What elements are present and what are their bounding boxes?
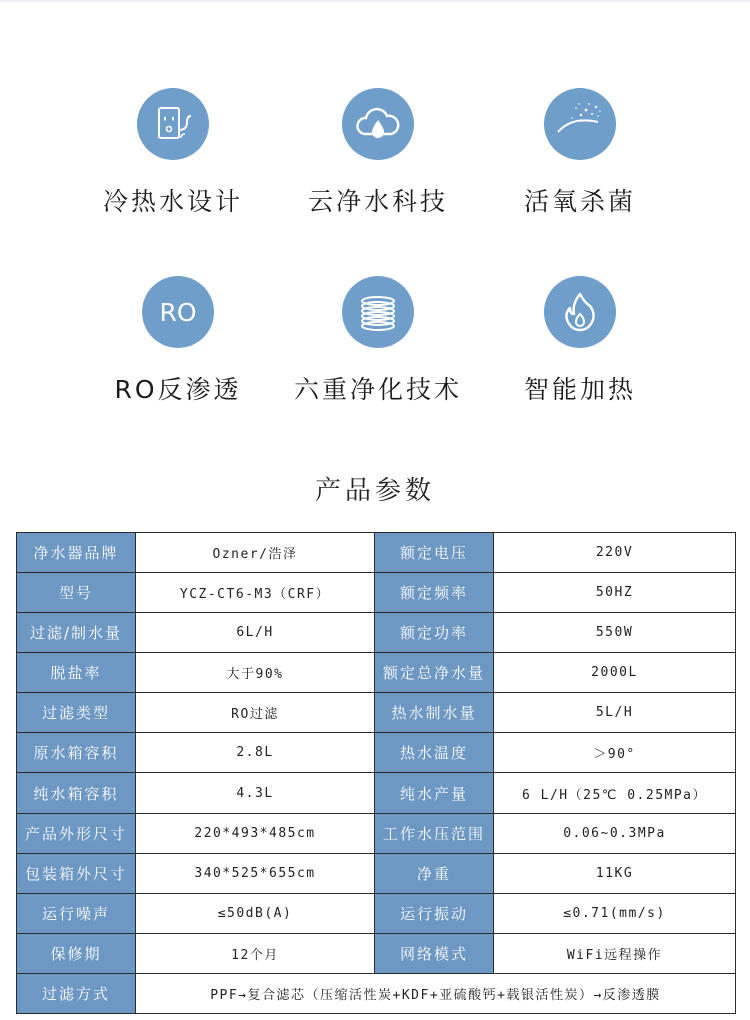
feature-active-oxygen	[470, 88, 690, 218]
table-row	[17, 933, 736, 973]
section-title: 产品参数	[314, 476, 435, 506]
param-name: 包装箱外尺寸	[17, 853, 136, 893]
feature-six-layer	[268, 276, 488, 406]
active-oxygen-icon	[544, 88, 616, 160]
feature-label: 云净水科技	[307, 187, 448, 216]
table-row	[17, 613, 736, 653]
param-name: 热水温度	[375, 733, 494, 773]
param-name: 产品外形尺寸	[17, 813, 136, 853]
param-name: 过滤方式	[17, 973, 136, 1013]
flame-icon	[544, 276, 616, 348]
param-name: 工作水压范围	[375, 813, 494, 853]
param-name: 净水器品牌	[17, 533, 136, 573]
param-value: 11KG	[494, 853, 736, 893]
feature-cloud-water	[268, 88, 488, 218]
param-value: WiFi远程操作	[494, 933, 736, 973]
param-value: ≤50dB(A)	[136, 893, 375, 933]
table-row	[17, 813, 736, 853]
param-value: 2000L	[494, 653, 736, 693]
feature-label: RO反渗透	[114, 375, 242, 404]
param-value: 2.8L	[136, 733, 375, 773]
param-name: 过滤/制水量	[17, 613, 136, 653]
table-row	[17, 733, 736, 773]
feature-label: 六重净化技术	[293, 375, 462, 404]
param-name: 额定功率	[375, 613, 494, 653]
feature-label: 冷热水设计	[102, 187, 243, 216]
table-row	[17, 893, 736, 933]
param-value: 大于90%	[136, 653, 375, 693]
param-value: 550W	[494, 613, 736, 653]
feature-label: 智能加热	[523, 375, 636, 404]
param-name: 网络模式	[375, 933, 494, 973]
table-row	[17, 533, 736, 573]
ro-icon-text: RO	[159, 297, 197, 327]
param-name: 型号	[17, 573, 136, 613]
param-name: 脱盐率	[17, 653, 136, 693]
feature-ro	[68, 276, 288, 406]
param-name: 保修期	[17, 933, 136, 973]
table-row	[17, 573, 736, 613]
table-row	[17, 773, 736, 813]
table-row	[17, 653, 736, 693]
param-name: 纯水产量	[375, 773, 494, 813]
param-name: 额定总净水量	[375, 653, 494, 693]
param-value: 0.06~0.3MPa	[494, 813, 736, 853]
param-value: 220*493*485cm	[136, 813, 375, 853]
param-value: 4.3L	[136, 773, 375, 813]
feature-smart-heating	[470, 276, 690, 406]
param-value: Ozner/浩泽	[136, 533, 375, 573]
feature-label: 活氧杀菌	[523, 187, 636, 216]
param-value: ＞90°	[494, 733, 736, 773]
param-value: 6L/H	[136, 613, 375, 653]
param-value: ≤0.71(mm/s)	[494, 893, 736, 933]
param-name: 运行振动	[375, 893, 494, 933]
ro-icon	[142, 276, 214, 348]
param-value: YCZ-CT6-M3（CRF）	[136, 573, 375, 613]
product-params-table	[16, 532, 736, 1014]
param-value: 50HZ	[494, 573, 736, 613]
param-value: 12个月	[136, 933, 375, 973]
param-value: PPF→复合滤芯（压缩活性炭+KDF+亚硫酸钙+载银活性炭）→反渗透膜	[136, 973, 736, 1013]
param-value: 6 L/H（25℃ 0.25MPa）	[494, 773, 736, 813]
param-name: 净重	[375, 853, 494, 893]
param-name: 运行噪声	[17, 893, 136, 933]
filter-layers-icon	[342, 276, 414, 348]
param-name: 额定电压	[375, 533, 494, 573]
top-divider	[0, 0, 750, 2]
hot-cold-water-icon	[137, 88, 209, 160]
param-value: 340*525*655cm	[136, 853, 375, 893]
table-row	[17, 973, 736, 1013]
cloud-water-drop-icon	[342, 88, 414, 160]
param-name: 热水制水量	[375, 693, 494, 733]
param-value: 220V	[494, 533, 736, 573]
param-name: 原水箱容积	[17, 733, 136, 773]
param-value: 5L/H	[494, 693, 736, 733]
param-name: 过滤类型	[17, 693, 136, 733]
param-value: RO过滤	[136, 693, 375, 733]
param-name: 纯水箱容积	[17, 773, 136, 813]
table-row	[17, 693, 736, 733]
feature-hot-cold-water	[63, 88, 283, 218]
table-row	[17, 853, 736, 893]
param-name: 额定频率	[375, 573, 494, 613]
